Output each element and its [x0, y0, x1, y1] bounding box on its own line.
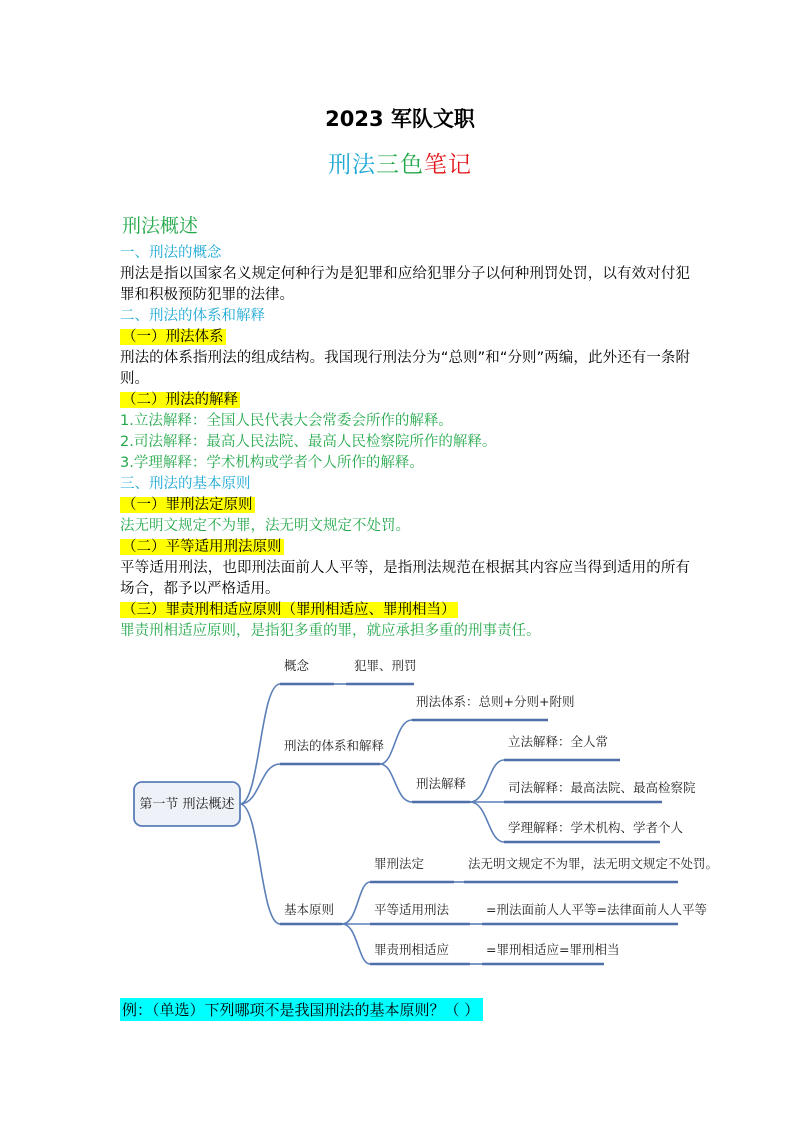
mindmap-connector — [380, 764, 412, 802]
mindmap-principle-3: 罪责刑相适应 — [374, 942, 450, 957]
mindmap-node-interp: 刑法解释 — [416, 776, 467, 791]
mindmap-leaf-interp-3: 学理解释：学术机构、学者个人 — [508, 820, 684, 835]
heading-concept: 一、刑法的概念 — [120, 245, 222, 261]
mindmap-leaf-interp-1: 立法解释：全人常 — [508, 734, 609, 749]
subtitle — [0, 146, 800, 179]
paragraph-concept: 刑法是指以国家名义规定何种行为是犯罪和应给犯罪分子以何种刑罚处罚，以有效对付犯罪和积极预防犯罪的法律。 — [120, 266, 690, 303]
mindmap-connector — [240, 804, 280, 924]
mindmap-leaf-concept: 犯罪、刑罚 — [354, 658, 417, 673]
mindmap-principle-3-desc: =罪刑相适应=罪刑相当 — [486, 942, 620, 957]
subtitle-part-1: 刑法 — [328, 152, 376, 178]
mindmap-leaf-interp-2: 司法解释：最高法院、最高检察院 — [508, 780, 696, 795]
mindmap-connector — [240, 764, 280, 804]
highlight-principle-3: （三）罪责刑相适应原则（罪刑相适应、罪刑相当） — [122, 602, 456, 618]
mindmap-root: 第一节 刑法概述 — [139, 797, 235, 812]
highlight-principle-1: （一）罪刑法定原则 — [122, 497, 253, 513]
example-question: 例：（单选）下列哪项不是我国刑法的基本原则？（ ） — [120, 998, 483, 1021]
mindmap-node-system: 刑法的体系和解释 — [284, 738, 385, 753]
mindmap-leaf-system: 刑法体系：总则+分则+附则 — [416, 694, 575, 709]
list-item: 1.立法解释：全国人民代表大会常委会所作的解释。 — [120, 413, 453, 429]
highlight-interpretation: （二）刑法的解释 — [122, 392, 238, 408]
highlight-system: （一）刑法体系 — [122, 329, 224, 345]
mindmap-connector — [470, 802, 504, 842]
subtitle-part-2: 三色 — [376, 152, 424, 178]
mindmap-node-principles: 基本原则 — [284, 902, 335, 917]
mindmap-connector — [240, 684, 280, 804]
highlight-principle-2: （二）平等适用刑法原则 — [122, 539, 282, 555]
mindmap-principle-1: 罪刑法定 — [374, 856, 425, 871]
paragraph-principle-2: 平等适用刑法，也即刑法面前人人平等，是指刑法规范在根据其内容应当得到适用的所有场合，都予以严格适用。 — [120, 560, 690, 597]
mindmap-connector — [470, 760, 504, 802]
paragraph-principle-3: 罪责刑相适应原则，是指犯多重的罪，就应承担多重的刑事责任。 — [120, 623, 541, 639]
subtitle-part-3: 笔记 — [424, 152, 472, 178]
list-item: 2.司法解释：最高人民法院、最高人民检察院所作的解释。 — [120, 434, 497, 450]
mindmap-principle-1-desc: 法无明文规定不为罪，法无明文规定不处罚。 — [468, 856, 719, 871]
page-title: 2023 军队文职 — [325, 107, 475, 131]
section-heading: 刑法概述 — [122, 215, 199, 237]
mindmap-connector — [342, 924, 370, 964]
heading-system: 二、刑法的体系和解释 — [120, 308, 265, 324]
mindmap-node-concept: 概念 — [284, 658, 310, 673]
heading-principles: 三、刑法的基本原则 — [120, 476, 251, 492]
mindmap-connector — [380, 720, 412, 764]
mindmap-connector — [342, 882, 370, 924]
mind-map — [120, 648, 719, 978]
mindmap-principle-2: 平等适用刑法 — [374, 902, 450, 917]
paragraph-principle-1: 法无明文规定不为罪，法无明文规定不处罚。 — [120, 518, 410, 534]
notes-content — [120, 243, 690, 642]
mindmap-principle-2-desc: =刑法面前人人平等=法律面前人人平等 — [486, 902, 707, 917]
list-item: 3.学理解释：学术机构或学者个人所作的解释。 — [120, 455, 424, 471]
paragraph-system: 刑法的体系指刑法的组成结构。我国现行刑法分为“总则”和“分则”两编，此外还有一条附则。 — [120, 350, 690, 387]
